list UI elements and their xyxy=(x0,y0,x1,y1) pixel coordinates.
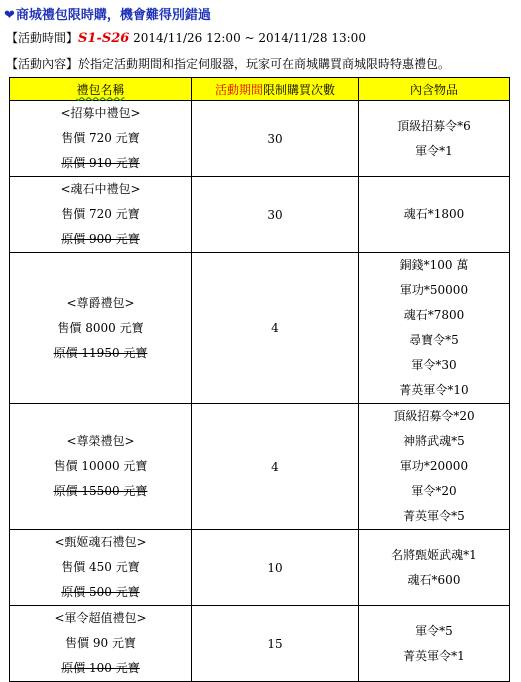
item: 尋寶令*5 xyxy=(409,333,459,347)
item: 軍功*50000 xyxy=(399,283,469,297)
event-content-label: 【活動內容】 xyxy=(6,57,79,71)
pack-original-price: 原價 500 元寶 xyxy=(61,585,140,599)
item: 菁英軍令*5 xyxy=(403,509,465,523)
pack-original-price: 原價 15500 元寶 xyxy=(53,484,148,498)
pack-info xyxy=(10,253,192,404)
table-row xyxy=(10,253,510,404)
pack-items xyxy=(359,530,510,606)
pack-price: 售價 90 元寶 xyxy=(65,636,136,650)
table-row xyxy=(10,101,510,177)
pack-info xyxy=(10,101,192,177)
pack-limit: 10 xyxy=(192,530,359,606)
pack-items xyxy=(359,101,510,177)
pack-limit: 4 xyxy=(192,253,359,404)
item: 神將武魂*5 xyxy=(403,434,465,448)
pack-limit: 30 xyxy=(192,177,359,253)
pack-original-price: 原價 11950 元寶 xyxy=(53,345,148,360)
pack-original-price: 原價 910 元寶 xyxy=(61,156,140,170)
event-content-text: 於指定活動期間和指定伺服器，玩家可在商城購買商城限時特惠禮包。 xyxy=(78,57,451,71)
event-content-line xyxy=(6,55,450,72)
gift-pack-table xyxy=(9,77,510,682)
pack-original-price: 原價 100 元寶 xyxy=(61,661,140,675)
item: 魂石*7800 xyxy=(403,308,465,322)
pack-name: <軍令超值禮包> xyxy=(54,611,147,625)
table-row xyxy=(10,606,510,682)
table-row xyxy=(10,404,510,530)
pack-name: <尊爵禮包> xyxy=(66,295,135,310)
pack-info xyxy=(10,530,192,606)
pack-name: <招募中禮包> xyxy=(60,106,141,120)
event-servers: S1-S26 xyxy=(78,31,130,46)
pack-limit: 15 xyxy=(192,606,359,682)
item: 頂級招募令*20 xyxy=(393,409,475,423)
event-time-line xyxy=(6,29,366,46)
item: 銅錢*100 萬 xyxy=(399,258,469,272)
table-header-row xyxy=(10,78,510,101)
pack-price: 售價 8000 元寶 xyxy=(57,320,144,335)
item: 軍令*1 xyxy=(415,143,453,158)
pack-price: 售價 450 元寶 xyxy=(61,560,140,574)
item: 軍令*20 xyxy=(411,484,457,498)
pack-limit: 4 xyxy=(192,404,359,530)
item: 菁英軍令*10 xyxy=(399,383,469,397)
item: 名將甄姬武魂*1 xyxy=(391,547,477,562)
item: 軍令*30 xyxy=(411,358,457,372)
pack-info xyxy=(10,404,192,530)
pack-price: 售價 10000 元寶 xyxy=(53,459,148,473)
page-title xyxy=(4,4,211,23)
event-time-label: 【活動時間】 xyxy=(6,31,79,45)
header-contents: 內含物品 xyxy=(359,78,510,101)
table-row xyxy=(10,530,510,606)
pack-items xyxy=(359,177,510,253)
pack-items xyxy=(359,253,510,404)
pack-original-price: 原價 900 元寶 xyxy=(61,232,140,246)
title-text: 商城禮包限時購，機會難得別錯過 xyxy=(15,8,211,23)
item: 菁英軍令*1 xyxy=(403,648,465,663)
pack-name: <魂石中禮包> xyxy=(60,182,141,196)
pack-price: 售價 720 元寶 xyxy=(61,131,140,145)
item: 頂級招募令*6 xyxy=(397,118,471,133)
pack-items xyxy=(359,606,510,682)
item: 魂石*1800 xyxy=(403,207,465,221)
item: 軍功*20000 xyxy=(399,459,469,473)
heart-icon: ❤ xyxy=(4,8,15,23)
table-row xyxy=(10,177,510,253)
pack-name: <尊榮禮包> xyxy=(66,434,135,448)
item: 魂石*600 xyxy=(407,572,461,587)
pack-info xyxy=(10,606,192,682)
header-limit: 活動期間限制購買次數 xyxy=(192,78,359,101)
event-time-range: 2014/11/26 12:00 ~ 2014/11/28 13:00 xyxy=(129,31,366,45)
header-name: 禮包名稱 xyxy=(10,78,192,101)
item: 軍令*5 xyxy=(415,623,453,638)
pack-name: <甄姬魂石禮包> xyxy=(54,535,147,549)
pack-items xyxy=(359,404,510,530)
pack-info xyxy=(10,177,192,253)
pack-price: 售價 720 元寶 xyxy=(61,207,140,221)
pack-limit: 30 xyxy=(192,101,359,177)
